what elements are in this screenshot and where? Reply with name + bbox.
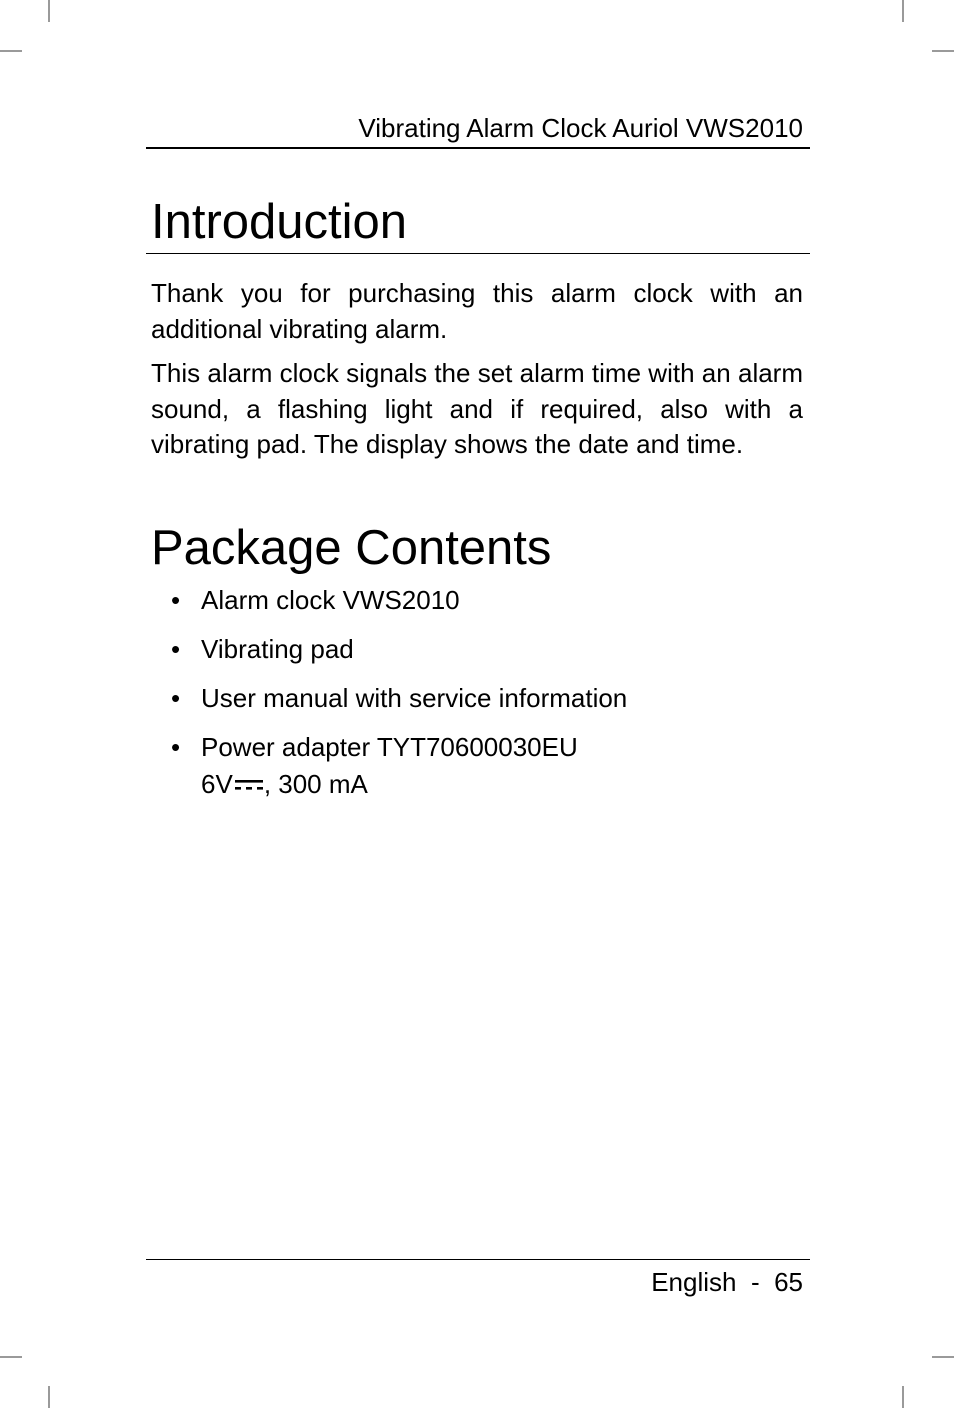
power-adapter-voltage: 6V <box>201 768 233 799</box>
package-contents-heading: Package Contents <box>151 521 552 575</box>
footer-language: English <box>651 1267 737 1297</box>
power-adapter-model: Power adapter TYT70600030EU <box>201 732 578 762</box>
bullet-icon: • <box>171 634 181 664</box>
crop-mark-bottom-left-horizontal <box>0 1356 22 1358</box>
page-footer <box>651 1266 803 1298</box>
introduction-heading: Introduction <box>151 195 408 249</box>
power-adapter-current: , 300 mA <box>263 768 368 799</box>
crop-mark-bottom-right-vertical <box>902 1386 904 1408</box>
bullet-icon: • <box>171 683 181 713</box>
list-item <box>151 681 803 717</box>
footer-separator: - <box>750 1267 760 1297</box>
crop-mark-bottom-left-vertical <box>48 1386 50 1408</box>
list-item-text: Alarm clock VWS2010 <box>201 585 460 615</box>
list-item-text: Vibrating pad <box>201 634 354 664</box>
crop-mark-top-right-horizontal <box>932 50 954 52</box>
package-contents-list <box>151 583 803 816</box>
crop-mark-bottom-right-horizontal <box>932 1356 954 1358</box>
direct-current-icon <box>234 766 264 780</box>
list-item-text: User manual with service information <box>201 683 628 713</box>
list-item-power-adapter <box>151 730 803 802</box>
crop-mark-top-right-vertical <box>902 0 904 22</box>
crop-mark-top-left-vertical <box>48 0 50 22</box>
introduction-heading-rule <box>146 253 810 254</box>
introduction-paragraph-1: Thank you for purchasing this alarm clock with an additional vibrating alarm. <box>151 278 803 344</box>
introduction-paragraph-2: This alarm clock signals the set alarm time with an alarm sound, a flashing light and if required, also with a vibrating pad. The display shows the date and time. <box>151 358 803 459</box>
footer-rule <box>146 1259 810 1260</box>
bullet-icon: • <box>171 732 181 762</box>
crop-mark-top-left-horizontal <box>0 50 22 52</box>
header-rule <box>146 147 810 149</box>
list-item <box>151 632 803 668</box>
running-header-title: Vibrating Alarm Clock Auriol VWS2010 <box>358 113 803 143</box>
page-number: 65 <box>774 1267 803 1297</box>
list-item <box>151 583 803 619</box>
bullet-icon: • <box>171 585 181 615</box>
